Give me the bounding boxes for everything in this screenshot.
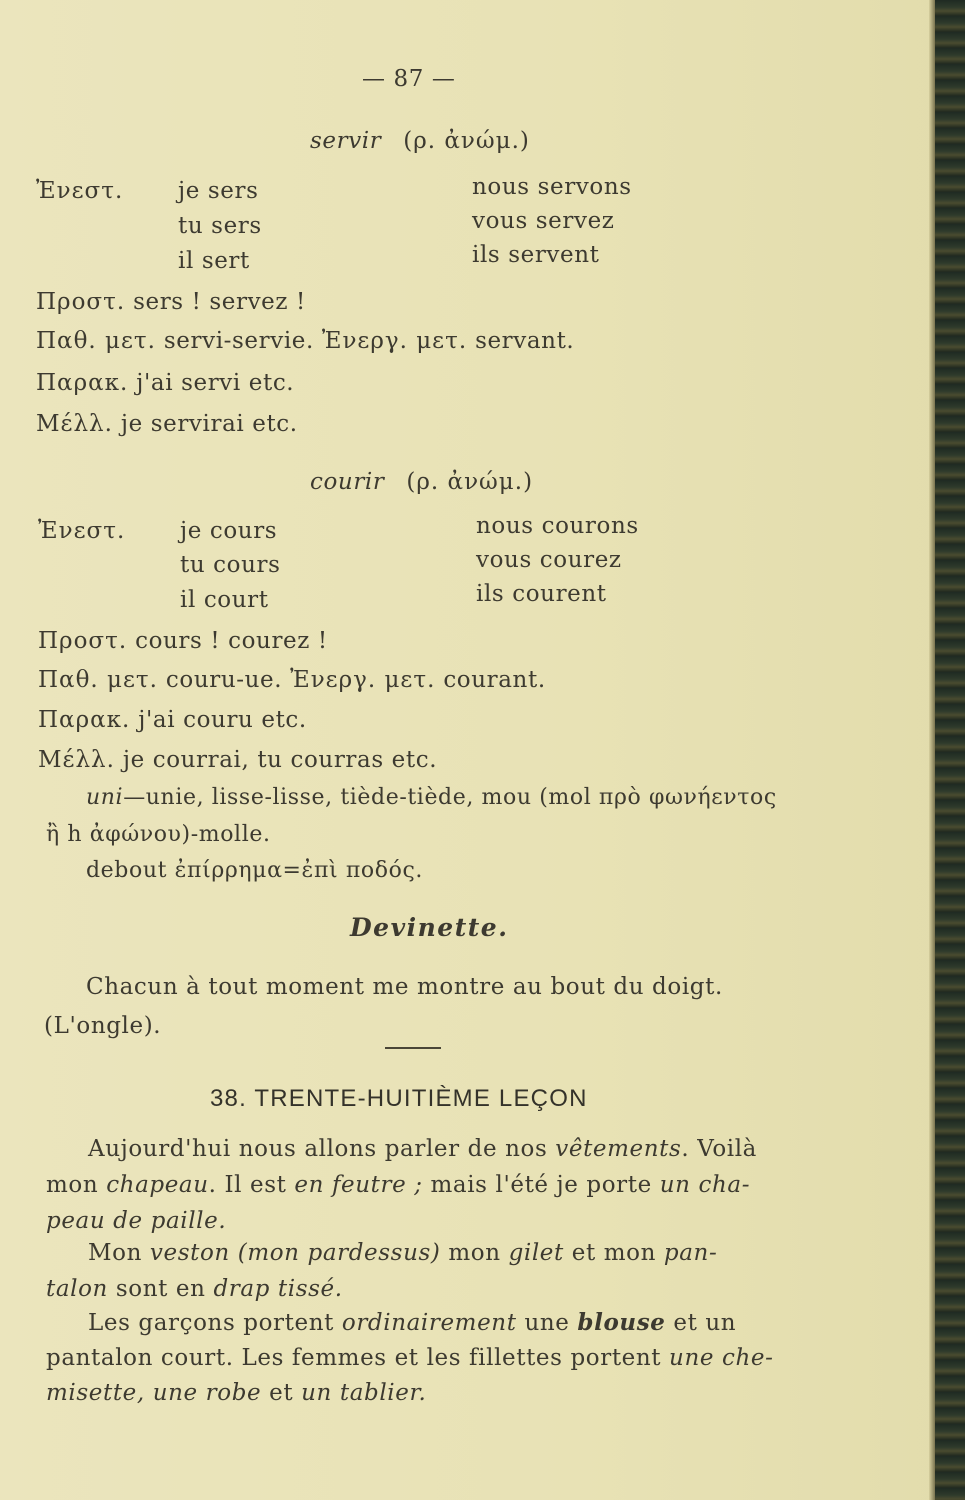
servir-sing-1: je sers	[178, 178, 259, 204]
p2-drap: drap tissé.	[213, 1276, 343, 1302]
servir-plur-2: vous servez	[472, 208, 615, 234]
lesson-p2-line2	[46, 1274, 343, 1304]
courir-active-label: Ἐνεργ. μετ.	[290, 667, 436, 693]
lesson-p2-line1	[88, 1238, 717, 1268]
lesson-p1-line1	[88, 1134, 757, 1164]
courir-title-note: (ρ. ἀνώμ.)	[406, 469, 534, 495]
p1-text-c: . Voilà	[681, 1136, 757, 1162]
servir-sing-2: tu sers	[178, 213, 262, 239]
p3-une-che: une che-	[669, 1345, 774, 1371]
uni-text: —unie, lisse-lisse, tiède-tiède, mou (mol πρὸ φωνήεντος	[123, 785, 777, 810]
p2-mon: Mon	[88, 1240, 150, 1266]
courir-future: je courrai, tu courras etc.	[122, 747, 438, 773]
debout-note: debout ἐπίρρημα=ἐπὶ ποδός.	[86, 858, 423, 883]
servir-imperative: sers ! servez !	[133, 289, 306, 315]
courir-imperative-line	[38, 626, 328, 656]
courir-sing-3: il court	[180, 587, 269, 613]
uni-note-cont: ἢ h ἀφώνου)-molle.	[46, 822, 271, 847]
courir-sing-1: je cours	[180, 518, 278, 544]
servir-active-label: Ἐνεργ. μετ.	[321, 328, 468, 354]
p3-ordinairement: ordinairement	[341, 1310, 517, 1336]
courir-perfect-label: Παρακ.	[38, 707, 131, 733]
servir-sing-3: il sert	[178, 248, 250, 274]
p1-text-a: Aujourd'hui nous allons parler de nos	[88, 1136, 556, 1162]
p2-gilet: gilet	[508, 1240, 564, 1266]
courir-future-label: Μέλλ.	[38, 747, 115, 773]
p1-mon: mon	[46, 1172, 107, 1198]
courir-active-participle: courant.	[443, 667, 546, 693]
courir-participle-line	[38, 665, 546, 695]
servir-future-line	[36, 409, 298, 439]
courir-imperative: cours ! courez !	[135, 628, 328, 654]
lesson-p3-line3	[46, 1378, 426, 1408]
courir-participle-label: Παθ. μετ.	[38, 667, 158, 693]
p1-mais: mais l'été je porte	[422, 1172, 660, 1198]
servir-participle-line	[36, 326, 574, 356]
servir-plur-1: nous servons	[472, 174, 632, 200]
lesson-heading: 38. TRENTE-HUITIÈME LEÇON	[210, 1085, 588, 1112]
p2-pan: pan-	[663, 1240, 718, 1266]
courir-participle: couru-ue.	[165, 667, 283, 693]
servir-perfect: j'ai servi etc.	[136, 370, 295, 396]
p2-veston: veston (mon pardessus)	[149, 1240, 441, 1266]
servir-participle-label: Παθ. μετ.	[36, 328, 156, 354]
p3-et-un: et un	[665, 1310, 737, 1336]
servir-active-participle: servant.	[475, 328, 575, 354]
servir-perfect-label: Παρακ.	[36, 370, 129, 396]
servir-participle: servi-servie.	[163, 328, 314, 354]
courir-sing-2: tu cours	[180, 552, 281, 578]
servir-present-label: Ἐνεστ.	[36, 178, 124, 204]
p3-blouse: blouse	[577, 1309, 666, 1336]
p1-vetements: vêtements	[555, 1136, 682, 1162]
lesson-p3-line1	[88, 1308, 736, 1338]
p3-pantalon: pantalon court. Les femmes et les fillettes portent	[46, 1345, 670, 1371]
servir-imperative-label: Προστ.	[36, 289, 126, 315]
p3-misette: misette, une robe	[46, 1380, 262, 1406]
servir-perfect-line	[36, 368, 294, 398]
servir-title-note: (ρ. ἀνώμ.)	[403, 128, 530, 154]
page-number: — 87 —	[362, 66, 456, 92]
courir-title	[310, 467, 533, 497]
servir-imperative-line	[36, 287, 306, 317]
book-binding	[935, 0, 965, 1500]
p3-tablier: un tablier.	[301, 1380, 427, 1406]
devinette-line-2: (L'ongle).	[44, 1013, 162, 1039]
devinette-title: Devinette.	[350, 913, 509, 942]
courir-perfect: j'ai couru etc.	[138, 707, 307, 733]
uni-note	[86, 783, 777, 813]
p2-talon: talon	[46, 1276, 108, 1302]
lesson-p3-line2	[46, 1343, 773, 1373]
p2-et-mon: et mon	[563, 1240, 664, 1266]
courir-plur-3: ils courent	[476, 581, 607, 607]
lesson-p1-line3: peau de paille.	[46, 1208, 227, 1234]
servir-title	[310, 126, 530, 156]
servir-future: je servirai etc.	[120, 411, 298, 437]
p2-sont-en: sont en	[107, 1276, 214, 1302]
uni-word: uni	[86, 785, 124, 810]
courir-present-label: Ἐνεστ.	[38, 518, 126, 544]
servir-plur-3: ils servent	[472, 242, 600, 268]
p1-chapeau: chapeau	[106, 1172, 209, 1198]
p3-garcons: Les garçons portent	[88, 1310, 342, 1336]
section-divider	[385, 1047, 441, 1049]
p3-et: et	[261, 1380, 302, 1406]
servir-future-label: Μέλλ.	[36, 411, 113, 437]
servir-verb: servir	[310, 128, 382, 154]
courir-plur-1: nous courons	[476, 513, 639, 539]
p2-mon-2: mon	[440, 1240, 509, 1266]
lesson-p1-line2	[46, 1170, 750, 1200]
courir-imperative-label: Προστ.	[38, 628, 128, 654]
courir-perfect-line	[38, 705, 307, 735]
courir-verb: courir	[310, 469, 385, 495]
courir-plur-2: vous courez	[476, 547, 622, 573]
devinette-line-1: Chacun à tout moment me montre au bout du doigt.	[86, 974, 723, 1000]
p1-un-cha: un cha-	[659, 1172, 751, 1198]
courir-future-line	[38, 745, 437, 775]
p3-une: une	[516, 1310, 578, 1336]
p1-en-feutre: en feutre ;	[294, 1172, 423, 1198]
p1-il-est: . Il est	[208, 1172, 295, 1198]
